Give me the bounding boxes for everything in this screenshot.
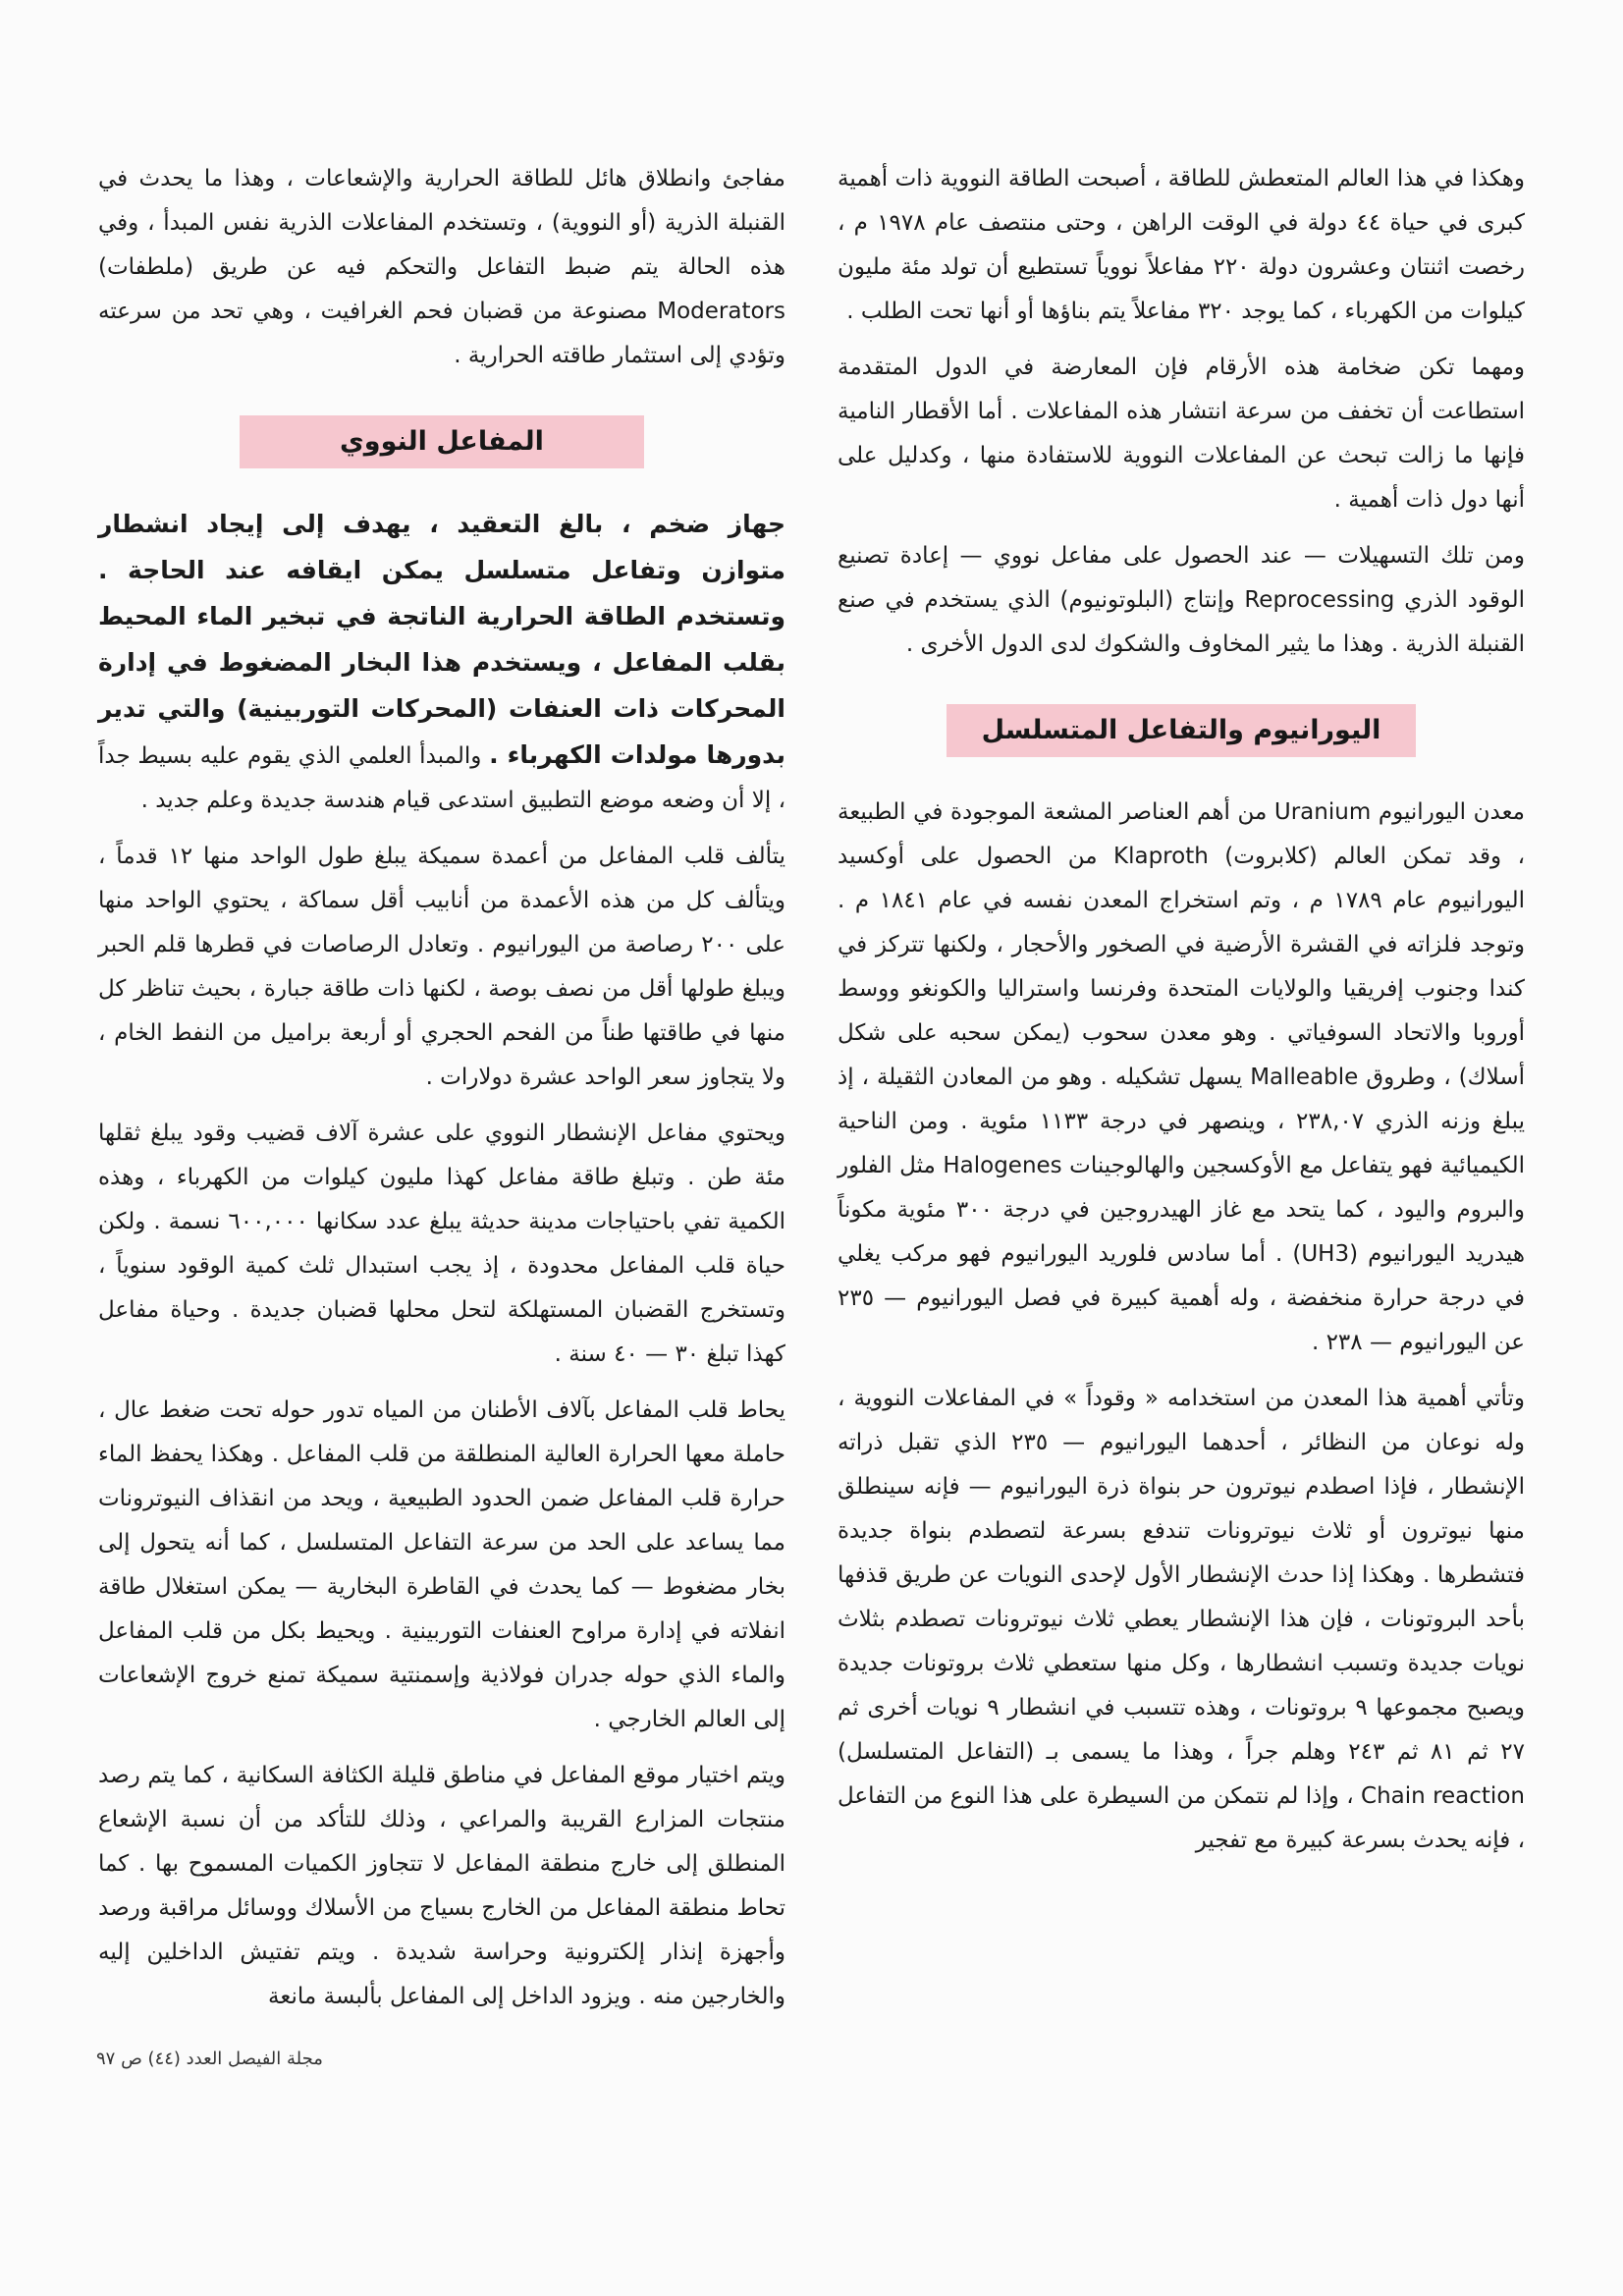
reactor-heading-wrap (98, 415, 785, 468)
reactor-definition-rest: والمبدأ العلمي الذي يقوم عليه بسيط جداً ، إلا أن وضعه موضع التطبيق استدعى قيام هندسة جديدة وعلم جديد . (98, 743, 785, 813)
section-heading-uranium: اليورانيوم والتفاعل المتسلسل (947, 704, 1417, 757)
reactor-paragraph-1: يتألف قلب المفاعل من أعمدة سميكة يبلغ طول الواحد منها ١٢ قدماً ، ويتألف كل من هذه الأعمدة من أنابيب أقل سماكة ، يحتوي الواحد منها على ٢٠٠ رصاصة من اليورانيوم . وتعادل الرصاصات في قطرها قلم الحبر ويبلغ طولها أقل من نصف بوصة ، لكنها ذات طاقة جبارة ، بحيث تناظر كل منها في طاقتها طناً من الفحم الحجري أو أربعة براميل من النفط الخام ، ولا يتجاوز سعر الواحد عشرة دولارات . (98, 844, 785, 1090)
page-footer: مجلة الفيصل العدد (٤٤) ص ٩٧ (96, 2049, 323, 2069)
reactor-definition-bold: جهاز ضخم ، بالغ التعقيد ، يهدف إلى إيجاد انشطار متوازن وتفاعل متسلسل يمكن ايقافه عند الحاجة . وتستخدم الطاقة الحرارية الناتجة في تبخير الماء المحيط بقلب المفاعل ، ويستخدم هذا البخار المضغوط في إدارة المحركات ذات العنفات (المحركات التوربينية) والتي تدير بدورها مولدات الكهرباء . (98, 510, 785, 769)
intro-paragraph-1: وهكذا في هذا العالم المتعطش للطاقة ، أصبحت الطاقة النووية ذات أهمية كبرى في حياة ٤٤ دولة في الوقت الراهن ، وحتى منتصف عام ١٩٧٨ م ، رخصت اثنتان وعشرون دولة ٢٢٠ مفاعلاً نووياً تستطيع أن تولد مئة مليون كيلوات من الكهرباء ، كما يوجد ٣٢٠ مفاعلاً يتم بناؤها أو أنها تحت الطلب . (838, 166, 1525, 324)
intro-paragraph-3: ومن تلك التسهيلات — عند الحصول على مفاعل نووي — إعادة تصنيع الوقود الذري Reprocessing وإنتاج (البلوتونيوم) الذي يستخدم في صنع القنبلة الذرية . وهذا ما يثير المخاوف والشكوك لدى الدول الأخرى . (838, 543, 1525, 657)
intro-paragraph-2: ومهما تكن ضخامة هذه الأرقام فإن المعارضة في الدول المتقدمة استطاعت أن تخفف من سرعة انتشار هذه المفاعلات . أما الأقطار النامية فإنها ما زالت تبحث عن المفاعلات النووية للاستفادة منها ، وكدليل على أنها دول ذات أهمية . (838, 355, 1525, 513)
uranium-paragraph-1: معدن اليورانيوم Uranium من أهم العناصر المشعة الموجودة في الطبيعة ، وقد تمكن العالم (كلابروت) Klaproth من الحصول على أوكسيد اليورانيوم عام ١٧٨٩ م ، وتم استخراج المعدن نفسه في عام ١٨٤١ م . وتوجد فلزاته في القشرة الأرضية في الصخور والأحجار ، ولكنها تتركز في كندا وجنوب إفريقيا والولايات المتحدة وفرنسا واستراليا والكونغو ووسط أوروبا والاتحاد السوفياتي . وهو معدن سحوب (يمكن سحبه على شكل أسلاك) ، وطروق Malleable يسهل تشكيله . وهو من المعادن الثقيلة ، إذ يبلغ وزنه الذري ٢٣٨,٠٧ ، وينصهر في درجة ١١٣٣ مئوية . ومن الناحية الكيميائية فهو يتفاعل مع الأوكسجين والهالوجينات Halogenes مثل الفلور والبروم واليود ، كما يتحد مع غاز الهيدروجين في درجة ٣٠٠ مئوية مكوناً هيدريد اليورانيوم (UH3) . أما سادس فلوريد اليورانيوم فهو مركب يغلي في درجة حرارة منخفضة ، وله أهمية كبيرة في فصل اليورانيوم — ٢٣٥ عن اليورانيوم — ٢٣٨ . (838, 799, 1525, 1355)
reactor-paragraph-4: ويتم اختيار موقع المفاعل في مناطق قليلة الكثافة السكانية ، كما يتم رصد منتجات المزارع القريبة والمراعي ، وذلك للتأكد من أن نسبة الإشعاع المنطلق إلى خارج منطقة المفاعل لا تتجاوز الكميات المسموح بها . كما تحاط منطقة المفاعل من الخارج بسياج من الأسلاك ووسائل مراقبة ورصد وأجهزة إنذار إلكترونية وحراسة شديدة . ويتم تفتيش الداخلين إليه والخارجين منه . ويزود الداخل إلى المفاعل بألبسة مانعة (98, 1763, 785, 2009)
reactor-paragraph-2: ويحتوي مفاعل الإنشطار النووي على عشرة آلاف قضيب وقود يبلغ ثقلها مئة طن . وتبلغ طاقة مفاعل كهذا مليون كيلوات من الكهرباء ، وهذه الكمية تفي باحتياجات مدينة حديثة يبلغ عدد سكانها ٦٠٠,٠٠٠ نسمة . ولكن حياة قلب المفاعل محدودة ، إذ يجب استبدال ثلث كمية الوقود سنوياً ، وتستخرج القضبان المستهلكة لتحل محلها قضبان جديدة . وحياة مفاعل كهذا تبلغ ٣٠ — ٤٠ سنة . (98, 1121, 785, 1367)
right-column (838, 157, 1525, 1875)
section-heading-reactor: المفاعل النووي (240, 415, 644, 468)
reactor-paragraph-3: يحاط قلب المفاعل بآلاف الأطنان من المياه تدور حوله تحت ضغط عال ، حاملة معها الحرارة العالية المنطلقة من قلب المفاعل . وهكذا يحفظ الماء حرارة قلب المفاعل ضمن الحدود الطبيعية ، ويحد من انقذاف النيوترونات مما يساعد على الحد من سرعة التفاعل المتسلسل ، كما أنه يتحول إلى بخار مضغوط — كما يحدث في القاطرة البخارية — يمكن استغلال طاقة انفلاته في إدارة مراوح العنفات التوربينية . ويحيط بكل من قلب المفاعل والماء الذي حوله جدران فولاذية وإسمنتية سميكة تمنع خروج الإشعاعات إلى العالم الخارجي . (98, 1397, 785, 1732)
lead-paragraph: مفاجئ وانطلاق هائل للطاقة الحرارية والإشعاعات ، وهذا ما يحدث في القنبلة الذرية (أو النووية) ، وتستخدم المفاعلات الذرية نفس المبدأ ، وفي هذه الحالة يتم ضبط التفاعل والتحكم فيه عن طريق (ملطفات) Moderators مصنوعة من قضبان فحم الغرافيت ، وهي تحد من سرعته وتؤدي إلى استثمار طاقته الحرارية . (98, 166, 785, 368)
uranium-heading-wrap (838, 704, 1525, 757)
left-column (98, 157, 785, 2031)
uranium-paragraph-2: وتأتي أهمية هذا المعدن من استخدامه « وقوداً » في المفاعلات النووية ، وله نوعان من النظائر ، أحدهما اليورانيوم — ٢٣٥ الذي تقبل ذراته الإنشطار ، فإذا اصطدم نيوترون حر بنواة ذرة اليورانيوم — فإنه سينطلق منها نيوترون أو ثلاث نيوترونات تندفع بسرعة لتصطدم بنواة جديدة فتشطرها . وهكذا إذا حدث الإنشطار الأول لإحدى النويات عن طريق قذفها بأحد البروتونات ، فإن هذا الإنشطار يعطي ثلاث نيوترونات تصطدم بثلاث نويات جديدة وتسبب انشطارها ، وكل منها ستعطي ثلاث بروتونات جديدة ويصبح مجموعها ٩ بروتونات ، وهذه تتسبب في انشطار ٩ نويات أخرى ثم ٢٧ ثم ٨١ ثم ٢٤٣ وهلم جراً ، وهذا ما يسمى بـ (التفاعل المتسلسل) Chain reaction ، وإذا لم نتمكن من السيطرة على هذا النوع من التفاعل ، فإنه يحدث بسرعة كبيرة مع تفجير (838, 1386, 1525, 1853)
reactor-definition (98, 502, 785, 823)
